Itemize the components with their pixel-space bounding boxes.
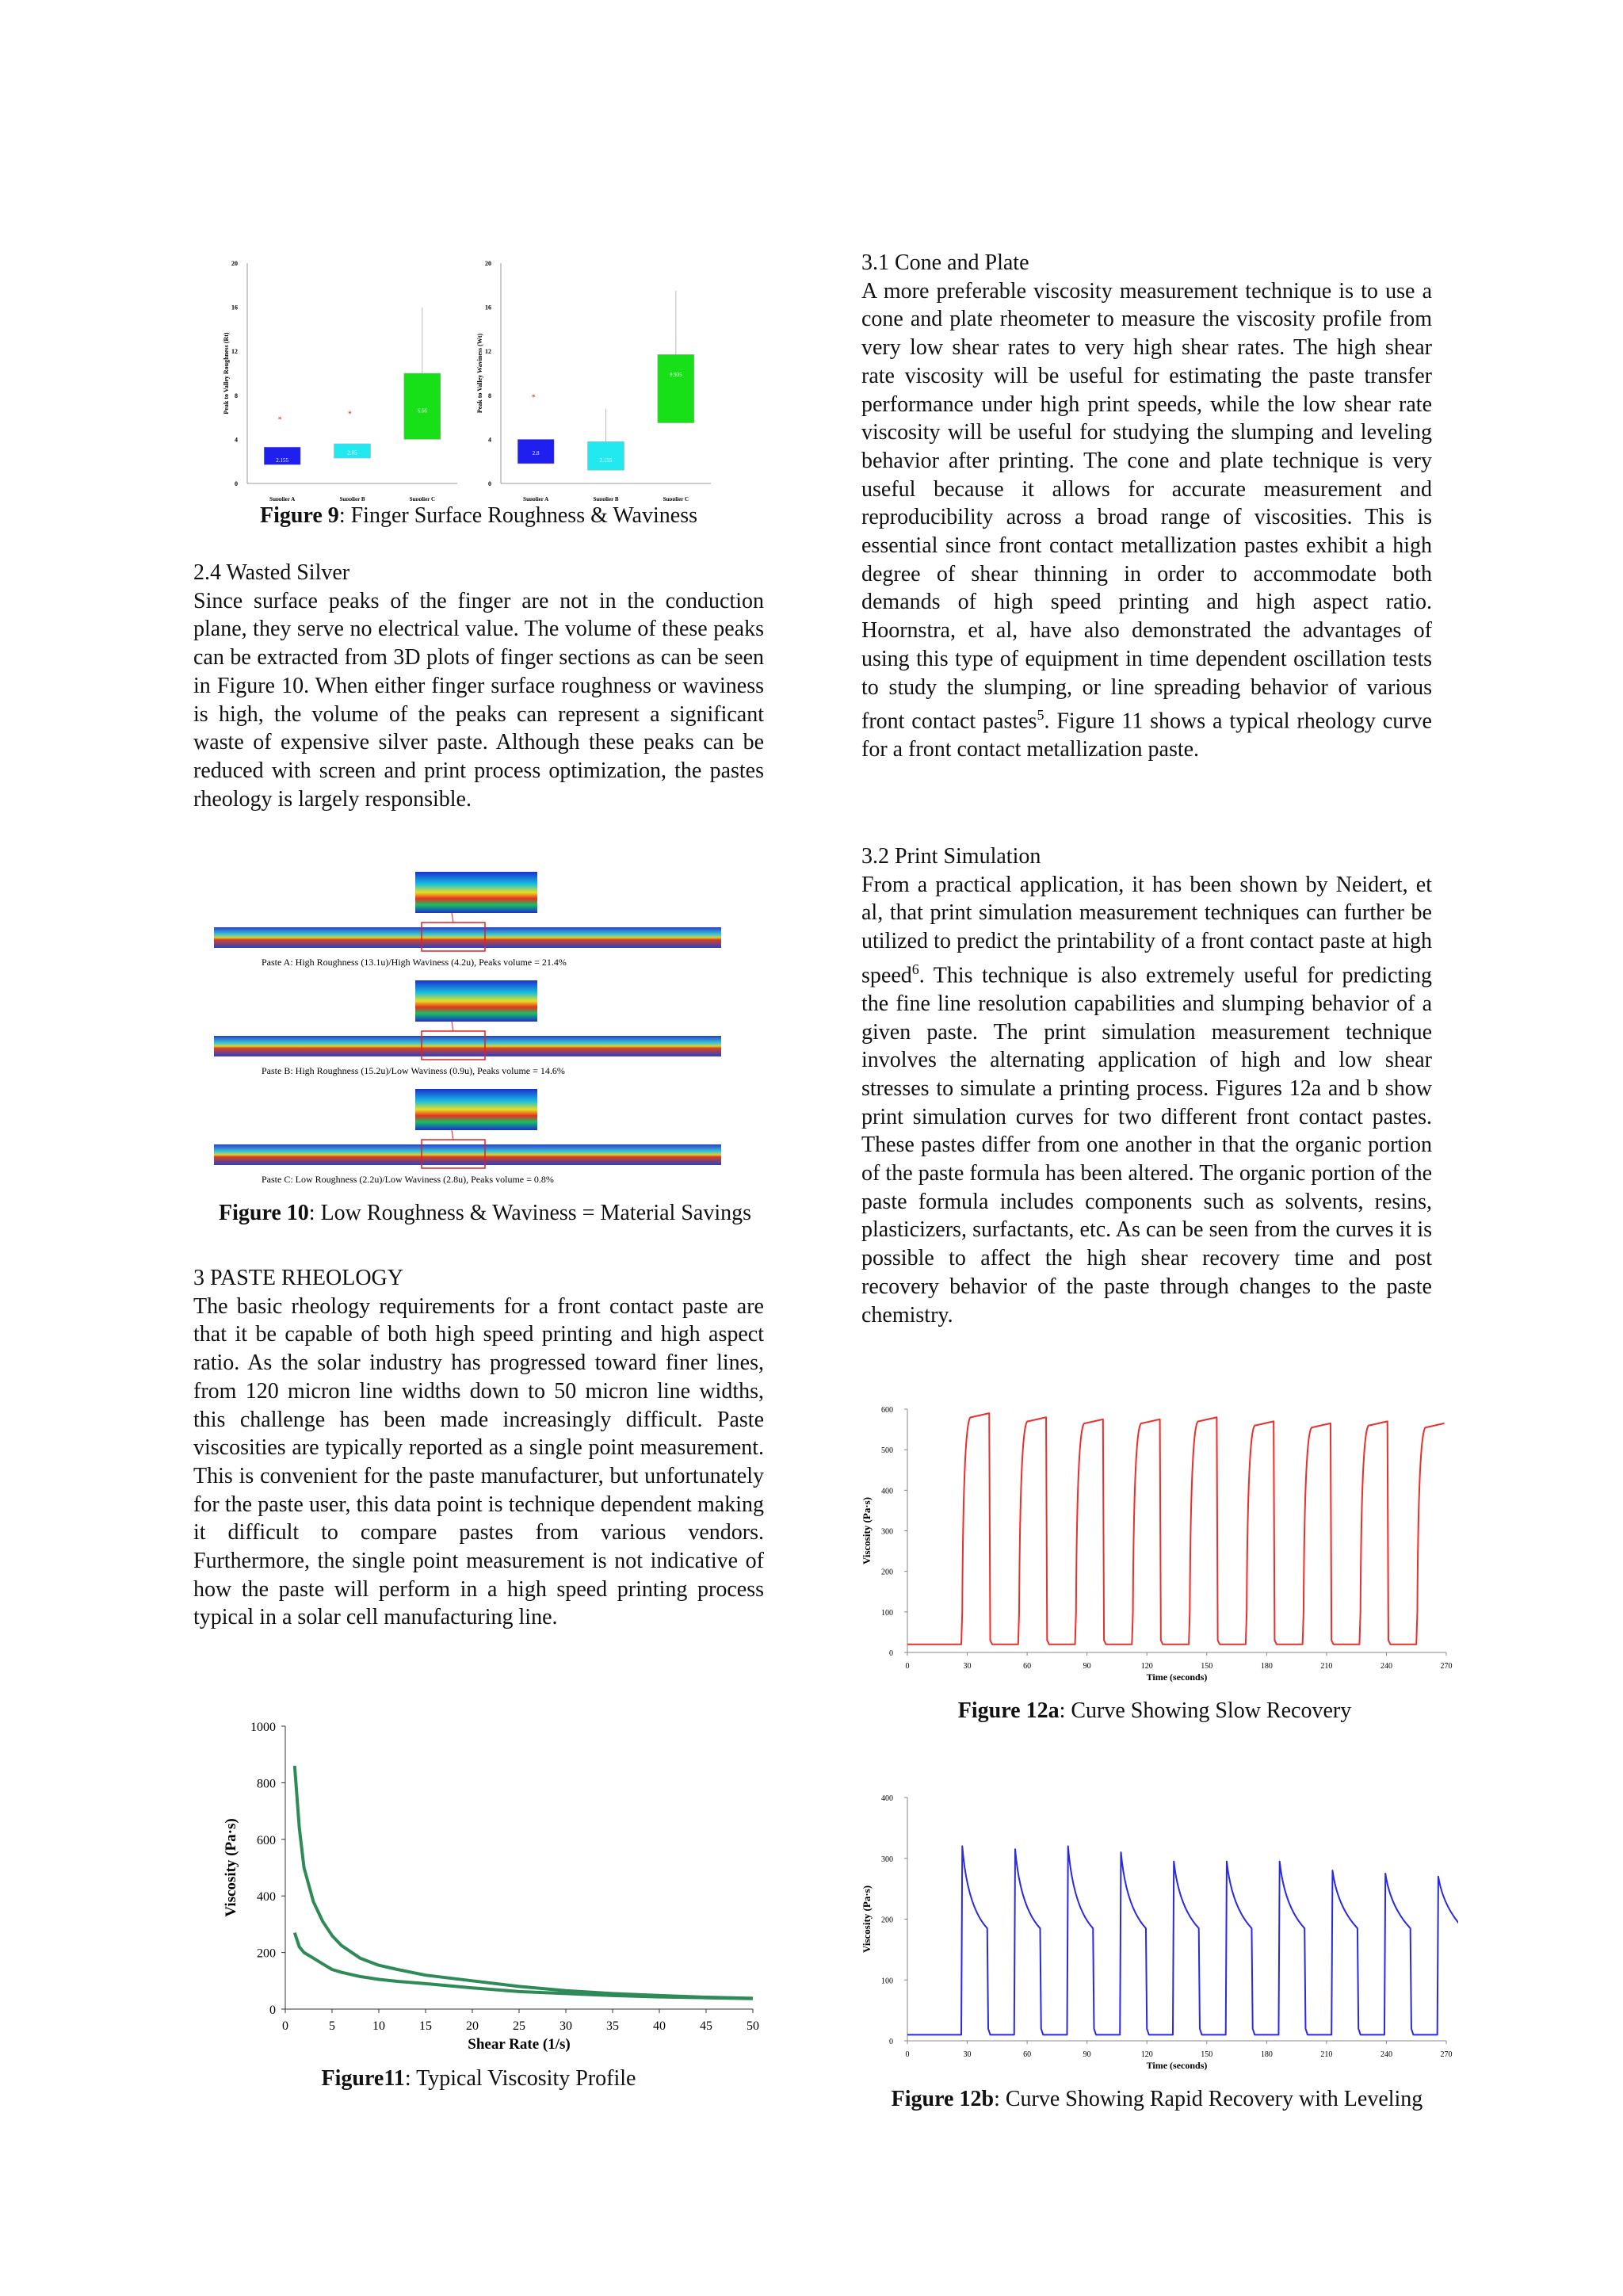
section-3-heading: 3 PASTE RHEOLOGY (193, 1266, 403, 1290)
fig11-series-2 (295, 1933, 753, 1999)
fig10-connector (452, 1130, 453, 1140)
figure-12a-label: Figure 12a (957, 1698, 1060, 1723)
fig11-ytick: 600 (257, 1833, 276, 1847)
figure-11-label: Figure11 (321, 2066, 405, 2091)
fig12bsvg-xtick: 0 (905, 2050, 910, 2059)
fig10-strip-label: Paste A: High Roughness (13.1u)/High Waviness (4.2u), Peaks volume = 21.4% (262, 957, 567, 968)
fig11-xtick: 30 (559, 2019, 572, 2033)
fig10-zoom-panel (415, 1089, 537, 1130)
fig12asvg-ytick: 0 (889, 1649, 893, 1658)
fig12bsvg-xtick: 90 (1083, 2050, 1091, 2059)
figure-12b-text: : Curve Showing Rapid Recovery with Leveling (994, 2087, 1423, 2111)
fig9-ytick: 12 (231, 348, 238, 356)
fig11-ytick: 400 (257, 1890, 276, 1904)
fig12asvg-ytick: 300 (881, 1527, 893, 1537)
fig11-series-1 (295, 1766, 753, 1998)
fig12asvg-xtick: 240 (1380, 1662, 1392, 1671)
fig9-ylabel: Peak to Valley Waviness (Wt) (476, 333, 483, 414)
fig11-ytick: 200 (257, 1946, 276, 1961)
figure-9-chart (193, 247, 716, 501)
fig12asvg-xtick: 60 (1023, 1662, 1032, 1671)
fig9-xtick: Supplier C (663, 496, 689, 501)
fig12asvg-ytick: 400 (881, 1487, 893, 1496)
fig9-box-label: 2.155 (276, 457, 289, 464)
fig9-ytick: 20 (231, 260, 238, 267)
fig9-box-label: 9.935 (669, 371, 682, 378)
fig12asvg-ylabel: Viscosity (Pa·s) (861, 1496, 873, 1565)
fig12bsvg-ytick: 300 (881, 1855, 893, 1864)
fig10-strip (214, 1144, 721, 1165)
fig12asvg-ytick: 200 (881, 1568, 893, 1577)
fig9-box-label: 2.155 (599, 457, 613, 464)
fig9-ytick: 8 (488, 392, 491, 399)
fig9-xtick: Supplier C (409, 496, 436, 501)
fig9-ytick: 4 (488, 436, 491, 444)
figure-10-label: Figure 10 (218, 1201, 309, 1225)
section-3-1-tail: . Figure 11 shows a typical rheology curve for a front contact metallization paste. (861, 709, 1432, 762)
fig9-ytick: 20 (485, 260, 491, 267)
fig9-xtick: Supplier A (269, 496, 296, 501)
fig12bsvg-ytick: 200 (881, 1916, 893, 1925)
figure-9 (193, 247, 716, 501)
figure-11 (202, 1712, 765, 2069)
fig11-xlabel: Shear Rate (1/s) (468, 2036, 571, 2053)
fig12asvg-xtick: 210 (1320, 1662, 1333, 1671)
fig12bsvg-xtick: 150 (1201, 2050, 1213, 2059)
figure-9-label: Figure 9 (260, 503, 339, 528)
section-3-1 (861, 249, 1432, 764)
figure-12b-label: Figure 12b (891, 2087, 995, 2111)
fig10-strip-label: Paste C: Low Roughness (2.2u)/Low Waviness (2.8u), Peaks volume = 0.8% (262, 1174, 554, 1185)
figure-9-caption (193, 502, 764, 529)
section-3-2 (861, 842, 1432, 1329)
figure-12a-chart (856, 1395, 1458, 1700)
fig12asvg-series (907, 1413, 1444, 1645)
figure-9-text: : Finger Surface Roughness & Waviness (338, 503, 697, 528)
fig9-xtick: Supplier A (523, 496, 549, 501)
figure-12a-caption (861, 1698, 1448, 1725)
fig9-outlier: * (531, 393, 536, 403)
section-3-1-text: A more preferable viscosity measurement technique is to use a cone and plate rheometer to measure the viscosity profile from very low shear rates to very high shear rates. The high shear rate viscosity will be useful for estimating the paste transfer performance under high print speeds, while the low shear rate viscosity will be useful for studying the slumping and leveling behavior after printing. The cone and plate technique is very useful because it allows for accurate measurement and reproducibility across a broad range of viscosities. This is essential since front contact metallization pastes exhibit a high degree of shear thinning in order to accommodate both demands of high speed printing and high aspect ratio. Hoornstra, et al, have also demonstrated the advantages of using this type of equipment in time dependent oscillation tests to study the slumping, or line spreading behavior of various front contact pastes (861, 278, 1432, 734)
figure-11-chart (202, 1712, 765, 2069)
section-3-1-body (861, 277, 1432, 764)
figure-12b (856, 1783, 1458, 2088)
section-3-2-ref: 6 (911, 961, 919, 977)
fig12asvg-xtick: 30 (963, 1662, 972, 1671)
fig9-ytick: 0 (488, 480, 491, 487)
fig9-box-label: 2.8 (532, 450, 540, 457)
fig12bsvg-ytick: 0 (889, 2038, 893, 2046)
fig10-zoom-panel (415, 980, 537, 1022)
fig12bsvg-ytick: 400 (881, 1794, 893, 1803)
fig11-xtick: 10 (372, 2019, 385, 2033)
fig10-zoom-panel (415, 872, 537, 913)
fig12asvg-xtick: 150 (1201, 1662, 1213, 1671)
section-3-2-text-b: . This technique is also extremely useful for predicting the fine line resolution capabilities and slumping behavior of a given paste. The print simulation measurement technique involves the alternating application of high and low shear stresses to simulate a printing process. Figures 12a and b show print simulation curves for two different front contact pastes. These pastes differ from one another in that the organic portion of the paste formula has been altered. The organic portion of the paste formula includes components such as solvents, resins, plasticizers, surfactants, etc. As can be seen from the curves it is possible to affect the high shear recovery time and post recovery behavior of the paste through changes to the paste chemistry. (861, 963, 1432, 1328)
fig9-box-label: 6.66 (417, 407, 427, 415)
fig12asvg-xtick: 90 (1083, 1662, 1091, 1671)
fig9-outlier: * (277, 415, 282, 425)
fig12asvg-xtick: 180 (1260, 1662, 1273, 1671)
figure-10-caption (184, 1200, 786, 1227)
fig9-outlier: * (348, 410, 352, 419)
figure-10 (214, 872, 737, 1197)
fig11-xtick: 35 (606, 2019, 619, 2033)
fig12asvg-xtick: 0 (905, 1662, 910, 1671)
fig9-box (404, 373, 441, 439)
section-2-4-heading: 2.4 Wasted Silver (193, 560, 350, 585)
section-3-1-heading: 3.1 Cone and Plate (861, 250, 1029, 275)
fig9-ytick: 16 (231, 304, 238, 311)
figure-12b-caption (848, 2086, 1466, 2113)
fig11-ylabel: Viscosity (Pa·s) (223, 1818, 239, 1917)
fig12asvg-ytick: 100 (881, 1608, 893, 1618)
fig12bsvg-ylabel: Viscosity (Pa·s) (861, 1885, 873, 1954)
fig11-xtick: 40 (653, 2019, 666, 2033)
fig9-ytick: 16 (485, 304, 491, 311)
fig12bsvg-xtick: 60 (1023, 2050, 1032, 2059)
figure-10-image (214, 872, 737, 1197)
fig9-box-label: 2.85 (347, 449, 357, 457)
fig9-xtick: Supplier B (339, 496, 365, 501)
fig9-ytick: 12 (485, 348, 491, 356)
fig12asvg-ytick: 600 (881, 1406, 893, 1415)
section-3-2-text-a: From a practical application, it has been shown by Neidert, et al, that print simulation measurement techniques can further be utilized to predict the printability of a front contact paste at high speed (861, 872, 1432, 988)
fig12asvg-ytick: 500 (881, 1446, 893, 1456)
fig11-ytick: 1000 (250, 1721, 276, 1734)
fig11-xtick: 0 (282, 2019, 288, 2033)
figure-12b-chart (856, 1783, 1458, 2088)
fig12bsvg-ytick: 100 (881, 1977, 893, 1986)
fig11-xtick: 20 (466, 2019, 479, 2033)
fig10-connector (452, 1022, 453, 1031)
fig12asvg-xlabel: Time (seconds) (1146, 1671, 1208, 1683)
section-3-body: The basic rheology requirements for a front contact paste are that it be capable of both high speed printing and high aspect ratio. As the solar industry has progressed toward finer lines, from 120 micron line widths down to 50 micron line widths, this challenge has been made increasingly difficult. Paste viscosities are typically reported as a single point measurement. This is convenient for the paste manufacturer, but unfortunately for the paste user, this data point is technique dependent making it difficult to compare pastes from various vendors. Furthermore, the single point measurement is not indicative of how the paste will perform in a high speed printing process typical in a solar cell manufacturing line. (193, 1293, 764, 1630)
fig11-xtick: 45 (700, 2019, 712, 2033)
fig12bsvg-xtick: 270 (1440, 2050, 1453, 2059)
section-3-2-body (861, 871, 1432, 1330)
fig12bsvg-xtick: 210 (1320, 2050, 1333, 2059)
fig9-ytick: 8 (235, 392, 238, 399)
figure-11-caption (193, 2065, 764, 2092)
fig12bsvg-xlabel: Time (seconds) (1146, 2060, 1208, 2071)
fig9-ytick: 0 (235, 480, 238, 487)
fig9-ytick: 4 (235, 436, 238, 444)
fig10-strip-label: Paste B: High Roughness (15.2u)/Low Waviness (0.9u), Peaks volume = 14.6% (262, 1065, 565, 1076)
fig9-ylabel: Peak to Valley Roughness (Rt) (223, 332, 230, 415)
fig11-ytick: 800 (257, 1777, 276, 1791)
figure-12a (856, 1395, 1458, 1700)
figure-10-text: : Low Roughness & Waviness = Material Savings (308, 1201, 751, 1225)
fig12bsvg-xtick: 180 (1260, 2050, 1273, 2059)
fig12asvg-xtick: 270 (1440, 1662, 1453, 1671)
fig10-connector (452, 913, 453, 923)
fig12asvg-xtick: 120 (1140, 1662, 1153, 1671)
fig12bsvg-xtick: 30 (963, 2050, 972, 2059)
figure-11-text: : Typical Viscosity Profile (404, 2066, 636, 2091)
fig11-xtick: 50 (747, 2019, 759, 2033)
fig11-xtick: 25 (513, 2019, 525, 2033)
fig11-ytick: 0 (269, 2004, 276, 2017)
figure-12a-text: : Curve Showing Slow Recovery (1059, 1698, 1352, 1723)
fig9-box (658, 354, 694, 422)
fig9-box (588, 441, 624, 470)
section-2-4 (193, 559, 764, 813)
section-3-2-heading: 3.2 Print Simulation (861, 844, 1041, 869)
fig10-strip (214, 927, 721, 948)
section-3 (193, 1264, 764, 1632)
fig12bsvg-xtick: 240 (1380, 2050, 1392, 2059)
fig12bsvg-series (907, 1846, 1458, 2034)
fig11-xtick: 15 (419, 2019, 432, 2033)
fig12bsvg-xtick: 120 (1140, 2050, 1153, 2059)
fig10-strip (214, 1036, 721, 1056)
section-2-4-body: Since surface peaks of the finger are not in the conduction plane, they serve no electrical value. The volume of these peaks can be extracted from 3D plots of finger sections as can be seen in Figure 10. When either finger surface roughness or waviness is high, the volume of the peaks can represent a significant waste of expensive silver paste. Although these peaks can be reduced with screen and print process optimization, the pastes rheology is largely responsible. (193, 588, 764, 812)
section-3-1-ref: 5 (1037, 707, 1044, 724)
fig11-xtick: 5 (329, 2019, 335, 2033)
fig9-xtick: Supplier B (593, 496, 619, 501)
